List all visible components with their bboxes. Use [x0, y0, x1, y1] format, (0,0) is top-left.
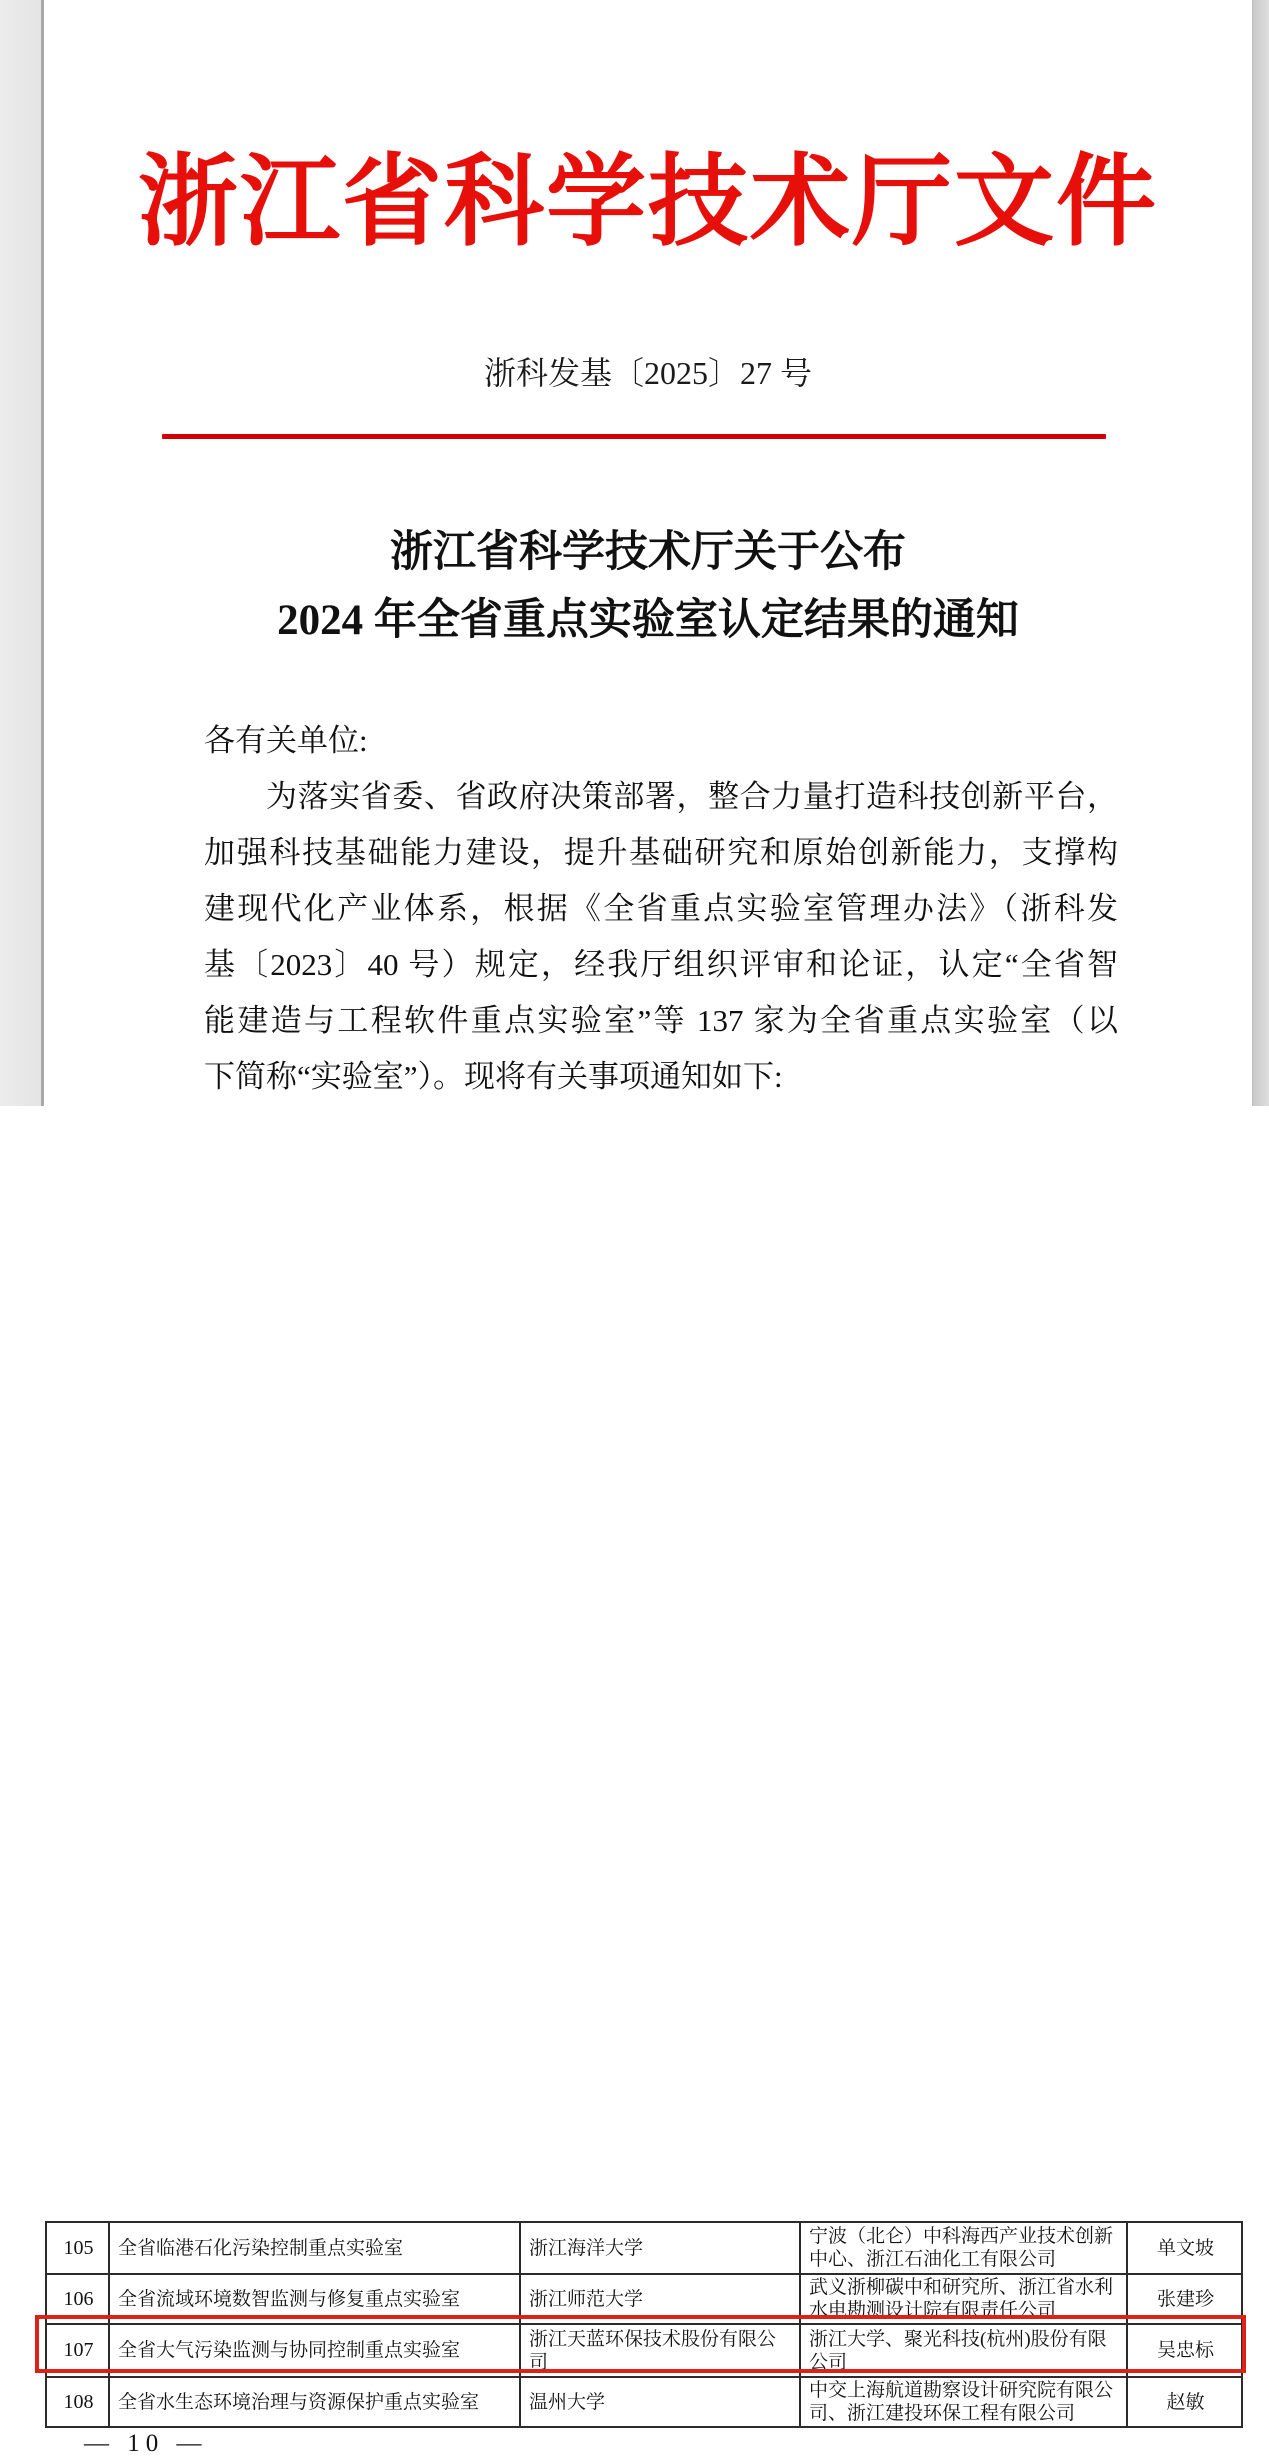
body-text: [204, 713, 1118, 1105]
red-divider-rule: [162, 434, 1106, 439]
page-number: — 10 —: [84, 2430, 208, 2457]
body-line: 加强科技基础能力建设，提升基础研究和原始创新能力，支撑构: [204, 835, 1118, 870]
director-cell: 张建珍: [1127, 2274, 1242, 2324]
table-row: [46, 2274, 1242, 2324]
partners-cell: 宁波（北仑）中科海西产业技术创新中心、浙江石油化工有限公司: [800, 2222, 1127, 2274]
institution-cell: 浙江海洋大学: [520, 2222, 800, 2274]
director-cell: 赵敏: [1127, 2377, 1242, 2427]
body-line: 能建造与工程软件重点实验室”等 137 家为全省重点实验室（以: [204, 1003, 1118, 1038]
notice-heading-line2: 2024 年全省重点实验室认定结果的通知: [277, 597, 1019, 644]
partners-cell: 武义浙柳碳中和研究所、浙江省水利水电勘测设计院有限责任公司: [800, 2274, 1127, 2324]
institution-cell: 浙江师范大学: [520, 2274, 800, 2324]
salutation: 各有关单位:: [204, 723, 368, 758]
scan-right-margin: [1252, 0, 1269, 1108]
lab-name-cell: 全省流域环境数智监测与修复重点实验室: [109, 2274, 520, 2324]
lab-name-cell: 全省临港石化污染控制重点实验室: [109, 2222, 520, 2274]
table-row: [46, 2377, 1242, 2427]
notice-heading: [44, 519, 1252, 655]
row-number-cell: 108: [46, 2377, 109, 2427]
document-title: 浙江省科学技术厅文件: [138, 147, 1158, 258]
notice-heading-line1: 浙江省科学技术厅关于公布: [390, 529, 906, 576]
body-line: 为落实省委、省政府决策部署，整合力量打造科技创新平台，: [266, 779, 1118, 814]
table-snippet-section: [0, 1106, 1269, 2457]
partners-cell: 中交上海航道勘察设计研究院有限公司、浙江建投环保工程有限公司: [800, 2377, 1127, 2427]
row-number-cell: 105: [46, 2222, 109, 2274]
lab-name-cell: 全省大气污染监测与协同控制重点实验室: [109, 2324, 520, 2377]
document-number: 浙科发基〔2025〕27 号: [483, 355, 812, 391]
director-cell: 单文坡: [1127, 2222, 1242, 2274]
scan-left-margin: [0, 0, 44, 1106]
lab-name-cell: 全省水生态环境治理与资源保护重点实验室: [109, 2377, 520, 2427]
table-row: [46, 2222, 1242, 2274]
table-row-highlighted: [46, 2324, 1242, 2377]
row-number-cell: 106: [46, 2274, 109, 2324]
body-line: 下简称“实验室”）。现将有关事项通知如下:: [204, 1059, 783, 1094]
row-number-cell: 107: [46, 2324, 109, 2377]
director-cell: 吴忠标: [1127, 2324, 1242, 2377]
body-line: 基〔2023〕40 号）规定，经我厅组织评审和论证，认定“全省智: [204, 947, 1118, 982]
institution-cell: 温州大学: [520, 2377, 800, 2427]
partners-cell: 浙江大学、聚光科技(杭州)股份有限公司: [800, 2324, 1127, 2377]
lab-results-table: [45, 2221, 1243, 2428]
body-line: 建现代化产业体系，根据《全省重点实验室管理办法》（浙科发: [204, 891, 1118, 926]
institution-cell: 浙江天蓝环保技术股份有限公司: [520, 2324, 800, 2377]
